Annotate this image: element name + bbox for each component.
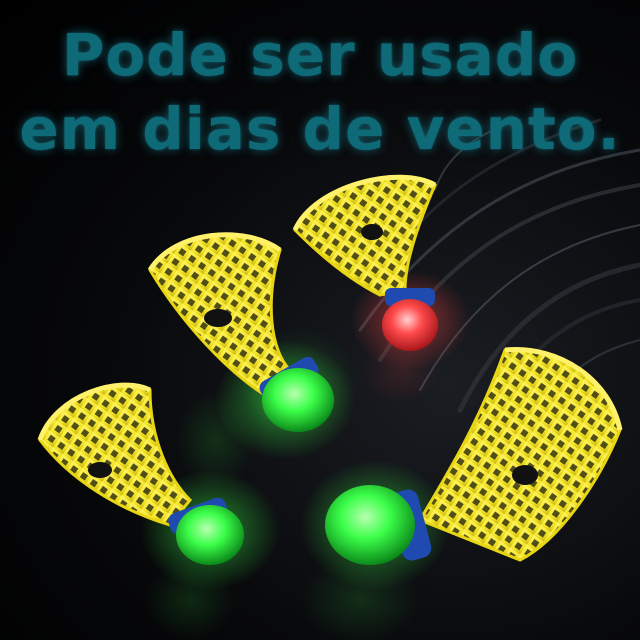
headline-line-2: em dias de vento.: [19, 95, 621, 163]
top-right-light: [382, 299, 438, 351]
headline-line-1: Pode ser usado: [61, 21, 579, 89]
top-left-light: [262, 368, 334, 432]
bottom-left-light: [176, 505, 244, 565]
bottom-right-light: [325, 485, 415, 565]
headline: [0, 18, 640, 166]
